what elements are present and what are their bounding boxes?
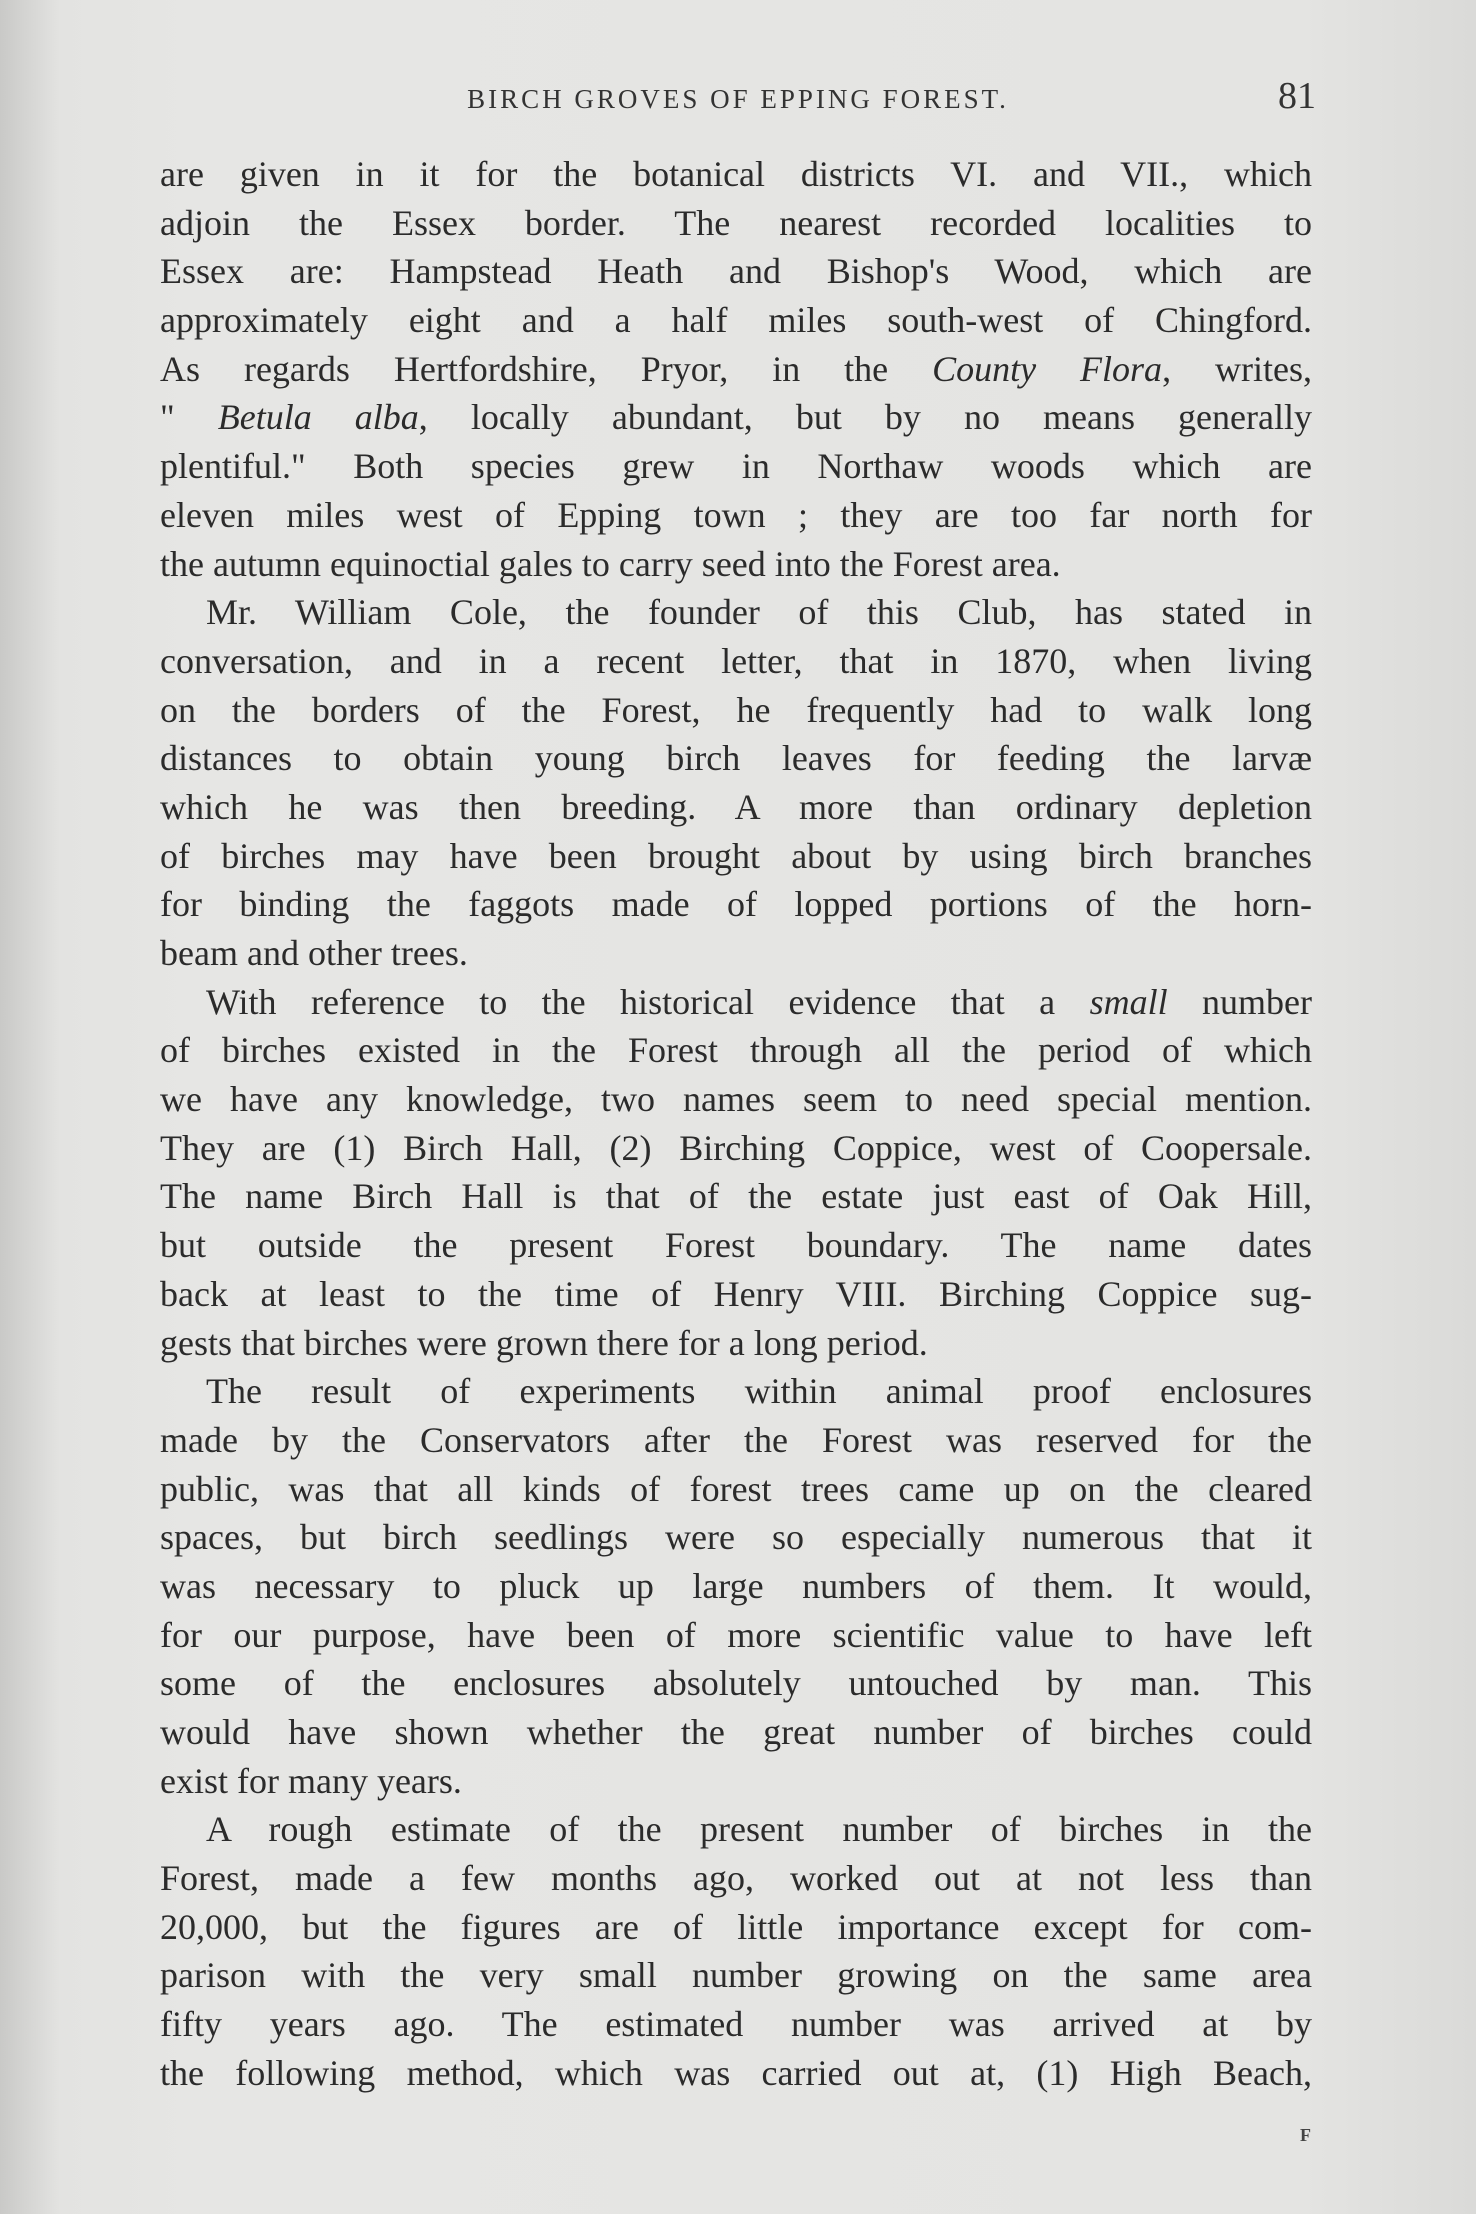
text-line: Mr. William Cole, the founder of this Club, has stated in [206, 592, 1312, 633]
text-line: 20,000, but the figures are of little importance except for com- [160, 1906, 1312, 1947]
text-line: on the borders of the Forest, he frequently had to walk long [160, 689, 1312, 730]
text-line: A rough estimate of the present number of birches in the [206, 1809, 1312, 1850]
text-line: some of the enclosures absolutely untouched by man. This [160, 1663, 1312, 1704]
text-line: parison with the very small number growing on the same area [160, 1955, 1312, 1996]
text-line: beam and other trees. [160, 933, 468, 973]
text-line: exist for many years. [160, 1760, 462, 1801]
text-line: made by the Conservators after the Forest was reserved for the [160, 1419, 1312, 1460]
text-line: are given in it for the botanical districts VI. and VII., which [160, 154, 1312, 194]
text-line: public, was that all kinds of forest trees came up on the cleared [160, 1468, 1312, 1509]
text-line: the following method, which was carried out at, (1) High Beach, [160, 2052, 1312, 2093]
text-line: we have any knowledge, two names seem to need special mention. [160, 1079, 1312, 1120]
running-title: BIRCH GROVES OF EPPING FOREST. [467, 84, 1009, 114]
text-line: but outside the present Forest boundary. The name dates [160, 1225, 1312, 1266]
text-line: plentiful." Both species grew in Northaw woods which are [160, 446, 1312, 487]
text-line: for binding the faggots made of lopped portions of the horn- [160, 884, 1312, 925]
text-line: Forest, made a few months ago, worked out at not less than [160, 1858, 1312, 1899]
text-line: spaces, but birch seedlings were so especially numerous that it [160, 1517, 1312, 1558]
text-line: which he was then breeding. A more than ordinary depletion [160, 786, 1312, 827]
text-line: conversation, and in a recent letter, that in 1870, when living [160, 640, 1312, 681]
text-line: for our purpose, have been of more scientific value to have left [160, 1614, 1312, 1655]
text-line: eleven miles west of Epping town ; they are too far north for [160, 494, 1312, 535]
running-head [160, 75, 1316, 120]
text-line: would have shown whether the great number of birches could [160, 1712, 1312, 1752]
text-line: of birches existed in the Forest through all the period of which [160, 1030, 1312, 1071]
text-line: fifty years ago. The estimated number was arrived at by [160, 2004, 1312, 2045]
text-line: " Betula alba, locally abundant, but by no means generally [160, 397, 1312, 438]
text-line: adjoin the Essex border. The nearest recorded localities to [160, 202, 1312, 243]
text-line: approximately eight and a half miles south-west of Chingford. [160, 300, 1312, 341]
text-line: They are (1) Birch Hall, (2) Birching Coppice, west of Coopersale. [160, 1127, 1312, 1168]
text-line: Essex are: Hampstead Heath and Bishop's Wood, which are [160, 251, 1312, 292]
page-number: 81 [1278, 75, 1316, 117]
body-text [160, 150, 1312, 2098]
text-line: With reference to the historical evidence that a small number [206, 981, 1312, 1022]
text-line: The result of experiments within animal proof enclosures [206, 1371, 1312, 1412]
text-line: gests that birches were grown there for a long period. [160, 1322, 928, 1363]
text-line: back at least to the time of Henry VIII. Birching Coppice sug- [160, 1273, 1312, 1314]
text-line: the autumn equinoctial gales to carry seed into the Forest area. [160, 543, 1061, 584]
text-line: was necessary to pluck up large numbers of them. It would, [160, 1565, 1312, 1606]
text-line: of birches may have been brought about by using birch branches [160, 835, 1312, 876]
text-line: distances to obtain young birch leaves for feeding the larvæ [160, 738, 1312, 779]
text-line: As regards Hertfordshire, Pryor, in the County Flora, writes, [160, 348, 1312, 389]
text-line: The name Birch Hall is that of the estate just east of Oak Hill, [160, 1176, 1312, 1217]
signature-mark: F [1300, 2125, 1311, 2145]
